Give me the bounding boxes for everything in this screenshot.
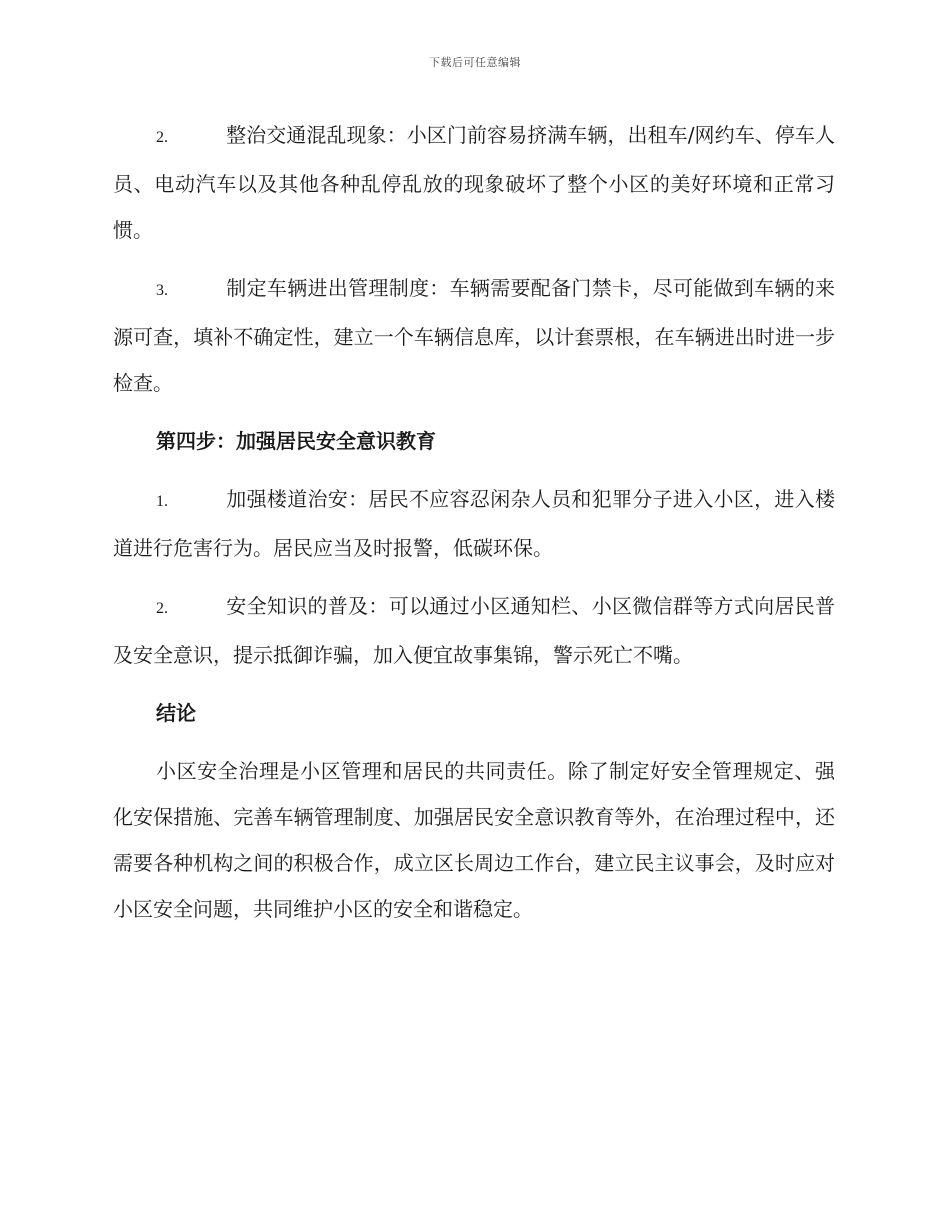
list-item — [113, 476, 835, 571]
conclusion-heading: 结论 — [156, 701, 196, 725]
list-item-text: 安全知识的普及：可以通过小区通知栏、小区微信群等方式向居民普及安全意识，提示抵御诈骗，加入便宜故事集锦，警示死亡不嘴。 — [113, 594, 835, 667]
list-item-text: 制定车辆进出管理制度：车辆需要配备门禁卡，尽可能做到车辆的来源可查，填补不确定性，建立一个车辆信息库，以计套票根，在车辆进出时进一步检查。 — [113, 276, 835, 395]
list-item — [113, 265, 835, 406]
list-item-number: 1. — [156, 493, 168, 510]
page-header: 下载后可任意编辑 — [429, 56, 521, 69]
section-heading: 第四步：加强居民安全意识教育 — [156, 429, 436, 453]
list-item-text: 加强楼道治安：居民不应容忍闲杂人员和犯罪分子进入小区，进入楼道进行危害行为。居民应当及时报警，低碳环保。 — [113, 487, 835, 560]
list-item-number: 3. — [156, 282, 168, 299]
list-item — [113, 112, 835, 253]
list-item-number: 2. — [156, 600, 168, 617]
document-body — [113, 112, 835, 944]
list-item-number: 2. — [156, 129, 168, 146]
conclusion-paragraph: 小区安全治理是小区管理和居民的共同责任。除了制定好安全管理规定、强化安保措施、完善车辆管理制度、加强居民安全意识教育等外，在治理过程中，还需要各种机构之间的积极合作，成立区长周边工作台，建立民主议事会，及时应对小区安全问题，共同维护小区的安全和谐稳定。 — [113, 759, 835, 921]
list-item — [113, 583, 835, 678]
list-item-text: 整治交通混乱现象：小区门前容易挤满车辆，出租车/网约车、停车人员、电动汽车以及其他各种乱停乱放的现象破坏了整个小区的美好环境和正常习惯。 — [113, 123, 835, 242]
